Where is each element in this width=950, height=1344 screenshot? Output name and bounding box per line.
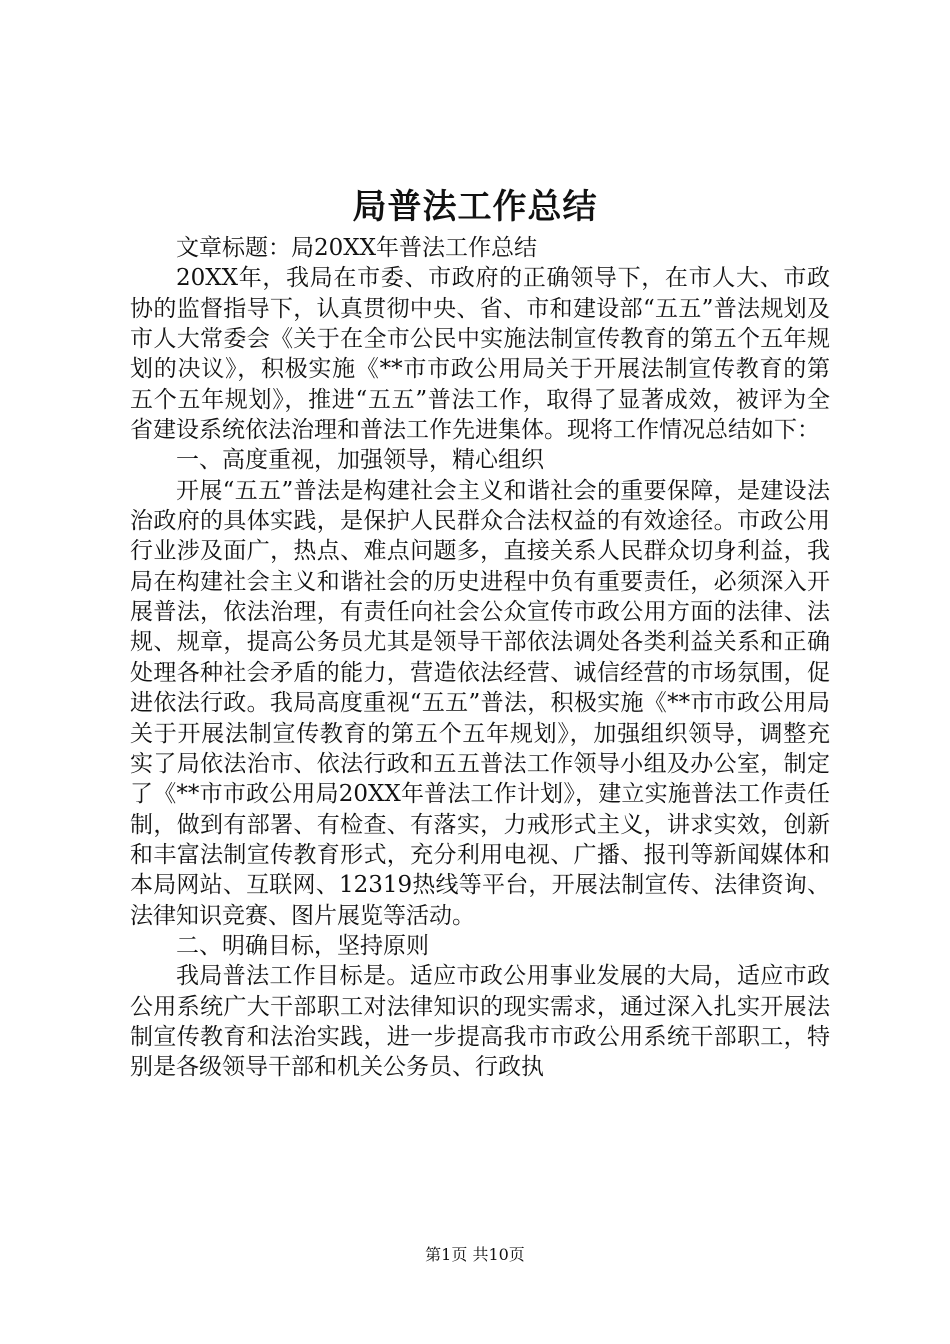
page-number: 第1页 共10页 [425, 1245, 525, 1264]
paragraph-section-1: 开展“五五”普法是构建社会主义和谐社会的重要保障，是建设法治政府的具体实践，是保护人民群众合法权益的有效途径。市政公用行业涉及面广，热点、难点问题多，直接关系人民群众切身利益，我局在构建社会主义和谐社会的历史进程中负有重要责任，必须深入开展普法，依法治理，有责任向社会公众宣传市政公用方面的法律、法规、规章，提高公务员尤其是领导干部依法调处各类利益关系和正确处理各种社会矛盾的能力，营造依法经营、诚信经营的市场氛围，促进依法行政。我局高度重视“五五”普法，积极实施《**市市政公用局关于开展法制宣传教育的第五个五年规划》，加强组织领导，调整充实了局依法治市、依法行政和五五普法工作领导小组及办公室，制定了《**市市政公用局20XX年普法工作计划》，建立实施普法工作责任制，做到有部署、有检查、有落实，力戒形式主义，讲求实效，创新和丰富法制宣传教育形式，充分利用电视、广播、报刊等新闻媒体和本局网站、互联网、12319热线等平台，开展法制宣传、法律资询、法律知识竞赛、图片展览等活动。 [130, 477, 830, 929]
paragraph-intro: 20XX年，我局在市委、市政府的正确领导下，在市人大、市政协的监督指导下，认真贯彻中央、省、市和建设部“五五”普法规划及市人大常委会《关于在全市公民中实施法制宣传教育的第五个五年规划的决议》，积极实施《**市市政公用局关于开展法制宣传教育的第五个五年规划》，推进“五五”普法工作，取得了显著成效，被评为全省建设系统依法治理和普法工作先进集体。现将工作情况总结如下： [130, 265, 830, 444]
section-heading-1: 一、高度重视，加强领导，精心组织 [176, 447, 544, 474]
paragraph-article-title: 文章标题：局20XX年普法工作总结 [176, 235, 538, 261]
section-heading-2: 二、明确目标，坚持原则 [176, 932, 429, 959]
document-title: 局普法工作总结 [352, 187, 598, 227]
paragraph-section-2: 我局普法工作目标是。适应市政公用事业发展的大局，适应市政公用系统广大干部职工对法律知识的现实需求，通过深入扎实开展法制宣传教育和法治实践，进一步提高我市市政公用系统干部职工，特别是各级领导干部和机关公务员、行政执 [130, 963, 830, 1081]
document-body [130, 233, 830, 1083]
